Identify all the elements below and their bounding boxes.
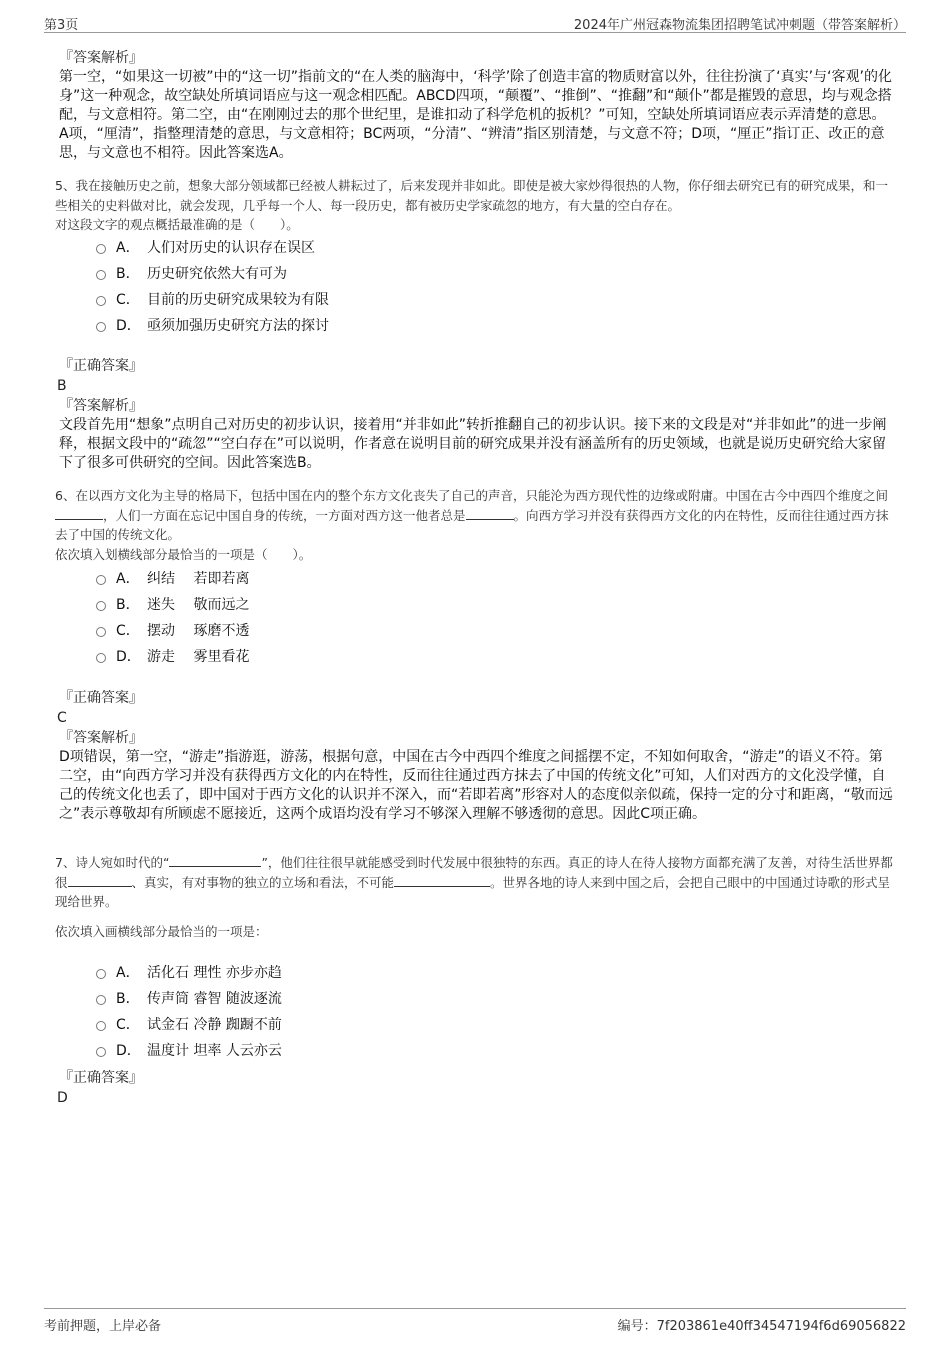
q6-option-d[interactable] [96, 643, 249, 669]
page-footer [44, 1308, 906, 1335]
option-letter: D． [116, 649, 141, 665]
radio-icon[interactable] [96, 1021, 106, 1031]
radio-icon[interactable] [96, 995, 106, 1005]
answer-label: 『正确答案』 [59, 690, 143, 706]
option-letter: C． [116, 1017, 140, 1033]
q7-text-part: 、真实，有对事物的独立的立场和看法，不可能 [131, 874, 395, 890]
q5-answer: B [57, 378, 67, 394]
q6-text [55, 486, 895, 545]
option-text: 摆动 琢磨不透 [147, 623, 250, 639]
q4-analysis-text: 第一空，“如果这一切被”中的“这一切”指前文的“在人类的脑海中，‘科学’除了创造丰富的物质财富以外，往往扮演了‘真实’与‘客观’的化身”这一种观念，故空缺处所填词语应与这一观念相匹配。ABCD四项，“颠覆”、“推倒”、“推翻”和“颠仆”都是摧毁的意思，均与观念搭配，与文意相符。第二空，由“在刚刚过去的那个世纪里，是谁扣动了科学危机的扳机？”可知，空缺处所填词语应表示弄清楚的意思。A项，“厘清”，指整理清楚的意思，与文意相符；BC两项，“分清”、“辨清”指区别清楚，与文意不符；D项，“厘正”指订正、改正的意思，与文意也不相符。因此答案选A。 [59, 69, 892, 161]
option-letter: A． [116, 571, 140, 587]
radio-icon[interactable] [96, 653, 106, 663]
blank-line [466, 506, 514, 520]
radio-icon[interactable] [96, 627, 106, 637]
page-header [44, 14, 906, 33]
option-text: 历史研究依然大有可为 [147, 266, 287, 282]
option-text: 纠结 若即若离 [147, 571, 250, 587]
radio-icon[interactable] [96, 322, 106, 332]
q5-option-a[interactable] [96, 234, 329, 260]
q7-text [55, 853, 895, 912]
blank-line [68, 873, 132, 887]
radio-icon[interactable] [96, 969, 106, 979]
q6-answer: C [57, 710, 67, 726]
option-letter: B． [116, 597, 140, 613]
q7-text-part: 7、诗人宛如时代的“ [55, 855, 170, 870]
radio-icon[interactable] [96, 1047, 106, 1057]
q7-option-d[interactable] [96, 1037, 282, 1063]
option-text: 亟须加强历史研究方法的探讨 [147, 318, 329, 334]
option-text: 温度计 坦率 人云亦云 [147, 1043, 282, 1059]
analysis-label: 『答案解析』 [59, 398, 143, 414]
option-letter: B． [116, 266, 140, 282]
analysis-label: 『答案解析』 [59, 50, 143, 66]
q5-answer-block [55, 356, 895, 473]
q6-answer-block [55, 688, 895, 824]
option-letter: A． [116, 240, 140, 256]
radio-icon[interactable] [96, 601, 106, 611]
analysis-label: 『答案解析』 [59, 730, 143, 746]
q6-option-c[interactable] [96, 617, 249, 643]
q5-text: 5、我在接触历史之前，想象大部分领域都已经被人耕耘过了，后来发现并非如此。即使是被大家炒得很热的人物，你仔细去研究已有的研究成果，和一些相关的史料做对比，就会发现，几乎每一个人、每一段历史，都有被历史学家疏忽的地方，有大量的空白存在。 [55, 178, 888, 213]
q5-option-b[interactable] [96, 260, 329, 286]
q7-text-part: ”，他们往往很早就能感受到时代发展中很独特的东西。真正的诗人在待人接物方面都充满了友善，对待生活世界都很 [55, 855, 893, 890]
question-7 [55, 853, 895, 941]
q7-answer: D [57, 1090, 68, 1106]
q7-option-a[interactable] [96, 959, 282, 985]
option-text: 人们对历史的认识存在误区 [147, 240, 315, 256]
q5-prompt: 对这段文字的观点概括最准确的是（ ）。 [55, 217, 299, 232]
blank-line [55, 506, 103, 520]
q7-answer-block [55, 1068, 895, 1108]
blank-line [394, 873, 490, 887]
option-letter: C． [116, 623, 140, 639]
question-5 [55, 176, 895, 235]
q5-option-d[interactable] [96, 312, 329, 338]
q5-analysis-text: 文段首先用“想象”点明自己对历史的初步认识，接着用“并非如此”转折推翻自己的初步认识。接下来的文段是对“并非如此”的进一步阐释，根据文段中的“疏忽”“空白存在”可以说明，作者意在说明目前的研究成果并没有涵盖所有的历史领域，也就是说历史研究给大家留下了很多可供研究的空间。因此答案选B。 [59, 417, 887, 471]
option-text: 试金石 冷静 踟蹰不前 [147, 1017, 282, 1033]
q6-text-part: ，人们一方面在忘记中国自身的传统，一方面对西方这一他者总是 [103, 507, 466, 523]
q6-prompt: 依次填入划横线部分最恰当的一项是（ ）。 [55, 546, 312, 562]
q7-options [96, 959, 282, 1063]
q7-prompt: 依次填入画横线部分最恰当的一项是： [55, 923, 268, 939]
option-text: 目前的历史研究成果较为有限 [147, 292, 329, 308]
q6-options [96, 565, 249, 669]
option-text: 迷失 敬而远之 [147, 597, 250, 613]
option-letter: B． [116, 991, 140, 1007]
option-letter: D． [116, 318, 141, 334]
q7-text-part: 。世界各地的诗人来到中国之后，会把自己眼中的中国通过诗歌的形式呈现给世界。 [55, 874, 891, 909]
q5-option-c[interactable] [96, 286, 329, 312]
option-text: 活化石 理性 亦步亦趋 [147, 965, 282, 981]
document-title: 2024年广州冠森物流集团招聘笔试冲刺题（带答案解析） [573, 18, 906, 33]
q6-analysis-text: D项错误，第一空，“游走”指游逛，游荡，根据句意，中国在古今中西四个维度之间摇摆不定，不知如何取舍，“游走”的语义不符。第二空，由“向西方学习并没有获得西方文化的内在特性，反而往往通过西方抹去了中国的传统文化”可知，人们对西方的文化没学懂，自己的传统文化也丢了，即中国对于西方文化的认识并不深入，而“若即若离”形容对人的态度似亲似疏，保持一定的分寸和距离，“敬而远之”表示尊敬却有所顾虑不愿接近，这两个成语均没有学习不够深入理解不够透彻的意思。因此C项正确。 [59, 749, 893, 822]
option-letter: A． [116, 965, 140, 981]
q5-options [96, 234, 329, 338]
answer-label: 『正确答案』 [59, 358, 143, 374]
question-6 [55, 486, 895, 564]
q6-option-a[interactable] [96, 565, 249, 591]
document-code: 编号：7f203861e40ff34547194f6d69056822 [617, 1319, 906, 1334]
q6-text-part: 6、在以西方文化为主导的格局下，包括中国在内的整个东方文化丧失了自己的声音，只能沦为西方现代性的边缘或附庸。中国在古今中西四个维度之间 [55, 488, 888, 503]
footer-slogan: 考前押题，上岸必备 [44, 1319, 162, 1334]
answer-label: 『正确答案』 [59, 1070, 143, 1086]
radio-icon[interactable] [96, 270, 106, 280]
radio-icon[interactable] [96, 296, 106, 306]
option-letter: C． [116, 292, 140, 308]
option-text: 传声筒 睿智 随波逐流 [147, 991, 282, 1007]
blank-line [169, 853, 261, 867]
radio-icon[interactable] [96, 244, 106, 254]
radio-icon[interactable] [96, 575, 106, 585]
q4-analysis-block [55, 48, 895, 163]
page-number: 第3页 [44, 18, 79, 33]
q7-option-b[interactable] [96, 985, 282, 1011]
q6-option-b[interactable] [96, 591, 249, 617]
option-text: 游走 雾里看花 [147, 649, 250, 665]
q7-option-c[interactable] [96, 1011, 282, 1037]
q6-text-part: 。向西方学习并没有获得西方文化的内在特性，反而往往通过西方抹去了中国的传统文化。 [55, 507, 889, 542]
option-letter: D． [116, 1043, 141, 1059]
